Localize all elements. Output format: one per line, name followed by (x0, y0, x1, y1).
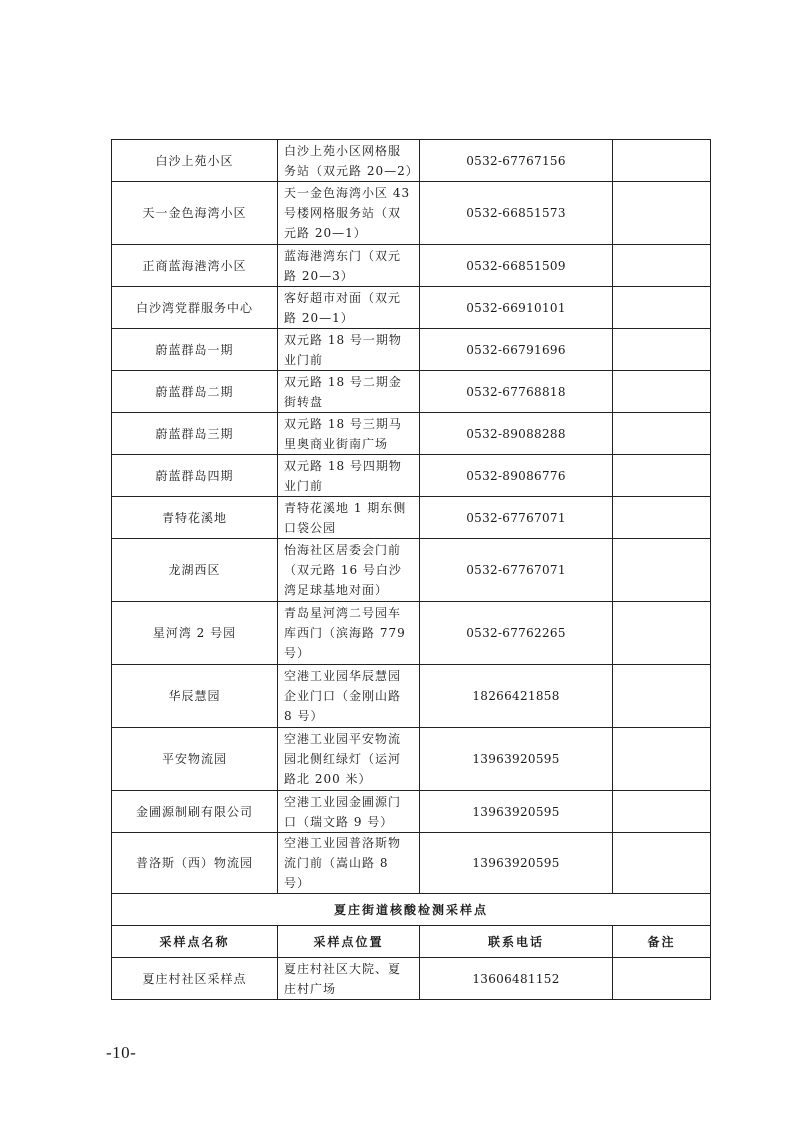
site-location: 夏庄村社区大院、夏庄村广场 (278, 958, 420, 1000)
sampling-points-table (111, 139, 711, 1000)
table-row (112, 329, 711, 371)
table-body (112, 140, 711, 1000)
site-location: 空港工业园平安物流园北侧红绿灯（运河路北 200 米） (278, 728, 420, 791)
site-name: 天一金色海湾小区 (112, 182, 278, 245)
site-location: 怡海社区居委会门前（双元路 16 号白沙湾足球基地对面） (278, 539, 420, 602)
header-location: 采样点位置 (278, 926, 420, 958)
table-row (112, 833, 711, 894)
table-row (112, 371, 711, 413)
site-location: 白沙上苑小区网格服务站（双元路 20—2） (278, 140, 420, 182)
site-phone: 0532-66791696 (420, 329, 613, 371)
site-phone: 13963920595 (420, 791, 613, 833)
site-name: 华辰慧园 (112, 665, 278, 728)
site-location: 空港工业园普洛斯物流门前（嵩山路 8 号） (278, 833, 420, 894)
site-note (613, 287, 711, 329)
header-phone: 联系电话 (420, 926, 613, 958)
site-note (613, 665, 711, 728)
table-row (112, 182, 711, 245)
site-location: 客好超市对面（双元路 20—1） (278, 287, 420, 329)
table-row (112, 497, 711, 539)
site-name: 白沙湾党群服务中心 (112, 287, 278, 329)
header-note: 备注 (613, 926, 711, 958)
section-title-row (112, 894, 711, 926)
site-name: 星河湾 2 号园 (112, 602, 278, 665)
site-location: 空港工业园金圃源门口（瑞文路 9 号） (278, 791, 420, 833)
table-row (112, 413, 711, 455)
table-row (112, 140, 711, 182)
site-note (613, 728, 711, 791)
site-note (613, 958, 711, 1000)
site-phone: 0532-89088288 (420, 413, 613, 455)
site-phone: 0532-67767071 (420, 539, 613, 602)
site-phone: 0532-67762265 (420, 602, 613, 665)
site-note (613, 791, 711, 833)
site-location: 双元路 18 号三期马里奥商业街南广场 (278, 413, 420, 455)
site-note (613, 833, 711, 894)
site-phone: 0532-66910101 (420, 287, 613, 329)
table-row (112, 791, 711, 833)
site-phone: 0532-66851573 (420, 182, 613, 245)
site-name: 蔚蓝群岛四期 (112, 455, 278, 497)
site-note (613, 413, 711, 455)
site-location: 双元路 18 号一期物业门前 (278, 329, 420, 371)
site-phone: 0532-67768818 (420, 371, 613, 413)
site-phone: 13606481152 (420, 958, 613, 1000)
site-phone: 0532-67767071 (420, 497, 613, 539)
site-name: 龙湖西区 (112, 539, 278, 602)
table-row (112, 539, 711, 602)
header-name: 采样点名称 (112, 926, 278, 958)
site-name: 正商蓝海港湾小区 (112, 245, 278, 287)
site-phone: 13963920595 (420, 728, 613, 791)
site-note (613, 329, 711, 371)
site-name: 普洛斯（西）物流园 (112, 833, 278, 894)
site-note (613, 371, 711, 413)
site-phone: 0532-66851509 (420, 245, 613, 287)
site-location: 双元路 18 号四期物业门前 (278, 455, 420, 497)
site-name: 金圃源制刷有限公司 (112, 791, 278, 833)
table-row (112, 958, 711, 1000)
site-name: 蔚蓝群岛三期 (112, 413, 278, 455)
site-phone: 18266421858 (420, 665, 613, 728)
site-note (613, 140, 711, 182)
site-note (613, 539, 711, 602)
site-phone: 13963920595 (420, 833, 613, 894)
site-note (613, 497, 711, 539)
table-row (112, 665, 711, 728)
site-name: 白沙上苑小区 (112, 140, 278, 182)
site-location: 青特花溪地 1 期东侧口袋公园 (278, 497, 420, 539)
site-name: 夏庄村社区采样点 (112, 958, 278, 1000)
site-name: 青特花溪地 (112, 497, 278, 539)
table-row (112, 455, 711, 497)
table-row (112, 728, 711, 791)
site-phone: 0532-67767156 (420, 140, 613, 182)
site-location: 空港工业园华辰慧园企业门口（金刚山路 8 号） (278, 665, 420, 728)
site-note (613, 182, 711, 245)
section-title: 夏庄街道核酸检测采样点 (112, 894, 711, 926)
table-row (112, 602, 711, 665)
site-location: 双元路 18 号二期金街转盘 (278, 371, 420, 413)
site-location: 天一金色海湾小区 43 号楼网格服务站（双元路 20—1） (278, 182, 420, 245)
table-row (112, 245, 711, 287)
site-phone: 0532-89086776 (420, 455, 613, 497)
header-row (112, 926, 711, 958)
site-note (613, 455, 711, 497)
site-name: 蔚蓝群岛一期 (112, 329, 278, 371)
site-note (613, 602, 711, 665)
page-number: -10- (106, 1043, 137, 1062)
site-name: 蔚蓝群岛二期 (112, 371, 278, 413)
site-location: 蓝海港湾东门（双元路 20—3） (278, 245, 420, 287)
site-name: 平安物流园 (112, 728, 278, 791)
table-row (112, 287, 711, 329)
site-location: 青岛星河湾二号园车库西门（滨海路 779 号） (278, 602, 420, 665)
site-note (613, 245, 711, 287)
